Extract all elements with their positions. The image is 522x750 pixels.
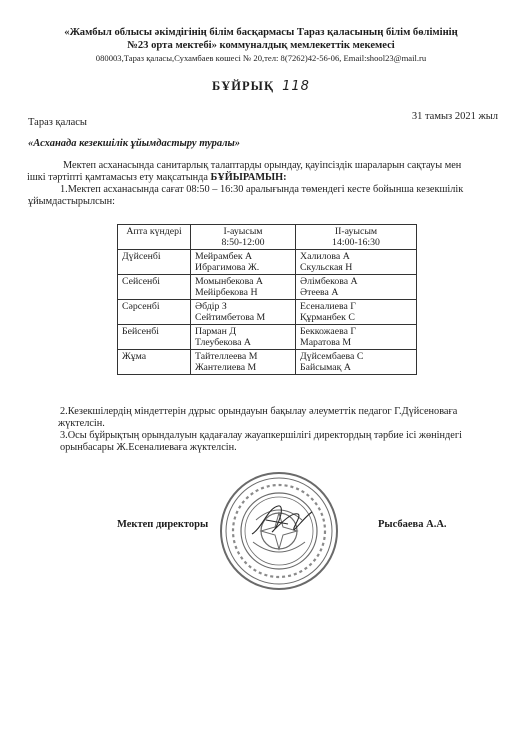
table-header-row: [118, 225, 417, 250]
header-shift2: [296, 225, 417, 250]
intro-line2-text: ішкі тәртіпті қамтамасыз ету мақсатында: [27, 172, 211, 183]
shift1-label: І-ауысым: [223, 226, 263, 237]
order-city: Тараз қаласы: [28, 117, 87, 128]
shift2-person: Әлімбекова А: [300, 276, 358, 287]
signatory-position: Мектеп директоры: [117, 519, 209, 530]
director-signature-icon: [248, 498, 318, 542]
shift2-person: Скульская Н: [300, 262, 353, 273]
order-date: 31 тамыз 2021 жыл: [411, 111, 498, 122]
table-row: [118, 325, 417, 350]
shift1-person: Парман Д: [195, 326, 237, 337]
paragraph-intro: [27, 160, 497, 184]
shift1-person: Тайтеллеева М: [195, 351, 258, 362]
row-day: Сәрсенбі: [118, 300, 191, 325]
shift1-person: Мейрамбек А: [195, 251, 253, 262]
row-shift2: [296, 275, 417, 300]
org-name-line2: №23 орта мектебі» коммуналдық мемлекеттік мекемесі: [127, 40, 395, 51]
item1-line2: ұйымдастырылсын:: [28, 196, 115, 207]
duty-schedule-table: [117, 224, 417, 375]
row-shift2: [296, 300, 417, 325]
row-shift2: [296, 250, 417, 275]
letterhead: [20, 26, 502, 64]
item2-line2: жүктелсін.: [58, 418, 105, 429]
shift2-label: ІІ-ауысым: [334, 226, 378, 237]
item2-line1: 2.Кезекшілердің міндеттерін дұрыс орындауын бақылау әлеуметтік педагог Г.Дүйсеноваға: [60, 406, 458, 417]
shift1-person: Момынбекова А: [195, 276, 263, 287]
row-day: Жұма: [118, 350, 191, 375]
intro-line2: [27, 172, 497, 184]
order-directive: БҰЙЫРАМЫН:: [210, 172, 287, 183]
row-shift2: [296, 325, 417, 350]
shift1-person: Мейірбекова Н: [195, 287, 258, 298]
row-shift1: [191, 275, 296, 300]
shift2-person: Дүйсембаева С: [300, 351, 364, 362]
row-day: Дүйсенбі: [118, 250, 191, 275]
row-shift1: [191, 350, 296, 375]
table-row: [118, 350, 417, 375]
shift1-person: Тлеубекова А: [195, 337, 251, 348]
row-shift1: [191, 325, 296, 350]
shift2-person: Халилова А: [300, 251, 350, 262]
paragraph-item2: [60, 406, 497, 430]
shift2-person: Есеналиева Г: [300, 301, 356, 312]
org-name-line1: «Жамбыл облысы әкімдігінің білім басқармасы Тараз қаласының білім бөлімінің: [64, 27, 458, 38]
item3-line2: орынбасары Ж.Есеналиеваға жүктелсін.: [60, 442, 237, 453]
intro-line1: Мектеп асханасында санитарлық талаптарды орындау, қауіпсіздік шараларын сақтауы мен: [63, 160, 462, 171]
item1-line1: 1.Мектеп асханасында сағат 08:50 – 16:30 аралығында төмендегі кесте бойынша кезекшілік: [60, 184, 464, 195]
shift2-person: Беккожаева Г: [300, 326, 357, 337]
row-shift1: [191, 300, 296, 325]
order-number: 118: [282, 79, 310, 94]
shift1-person: Ибрагимова Ж.: [195, 262, 260, 273]
shift1-person: Жантелиева М: [195, 362, 257, 373]
row-day: Бейсенбі: [118, 325, 191, 350]
shift1-time: 8:50-12:00: [221, 237, 265, 248]
row-shift1: [191, 250, 296, 275]
order-subject: «Асханада кезекшілік ұйымдастыру туралы»: [28, 138, 241, 149]
shift2-person: Әтеева А: [300, 287, 339, 298]
signatory-name: Рысбаева А.А.: [378, 519, 447, 530]
shift1-person: Әбдір З: [195, 301, 227, 312]
table-row: [118, 300, 417, 325]
shift2-person: Маратова М: [300, 337, 352, 348]
paragraph-item1: [28, 184, 497, 208]
shift2-person: Байсымақ А: [300, 362, 351, 373]
shift1-person: Сейтимбетова М: [195, 312, 266, 323]
header-weekdays: Апта күндері: [118, 225, 191, 250]
row-shift2: [296, 350, 417, 375]
order-title-text: БҰЙРЫҚ: [212, 79, 275, 93]
table-row: [118, 250, 417, 275]
table-row: [118, 275, 417, 300]
header-shift1: [191, 225, 296, 250]
item3-line1: 3.Осы бұйрықтың орындалуын қадағалау жауапкершілігі директордың тәрбие ісі жөніндегі: [60, 430, 462, 441]
order-title: [0, 79, 522, 94]
shift2-time: 14:00-16:30: [332, 237, 380, 248]
shift2-person: Құрманбек С: [300, 312, 355, 323]
org-address: 080003,Тараз қаласы,Сухамбаев көшесі № 20,тел: 8(7262)42-56-06, Email:shool23@mail.ru: [95, 53, 427, 63]
paragraph-item3: [60, 430, 497, 454]
row-day: Сейсенбі: [118, 275, 191, 300]
